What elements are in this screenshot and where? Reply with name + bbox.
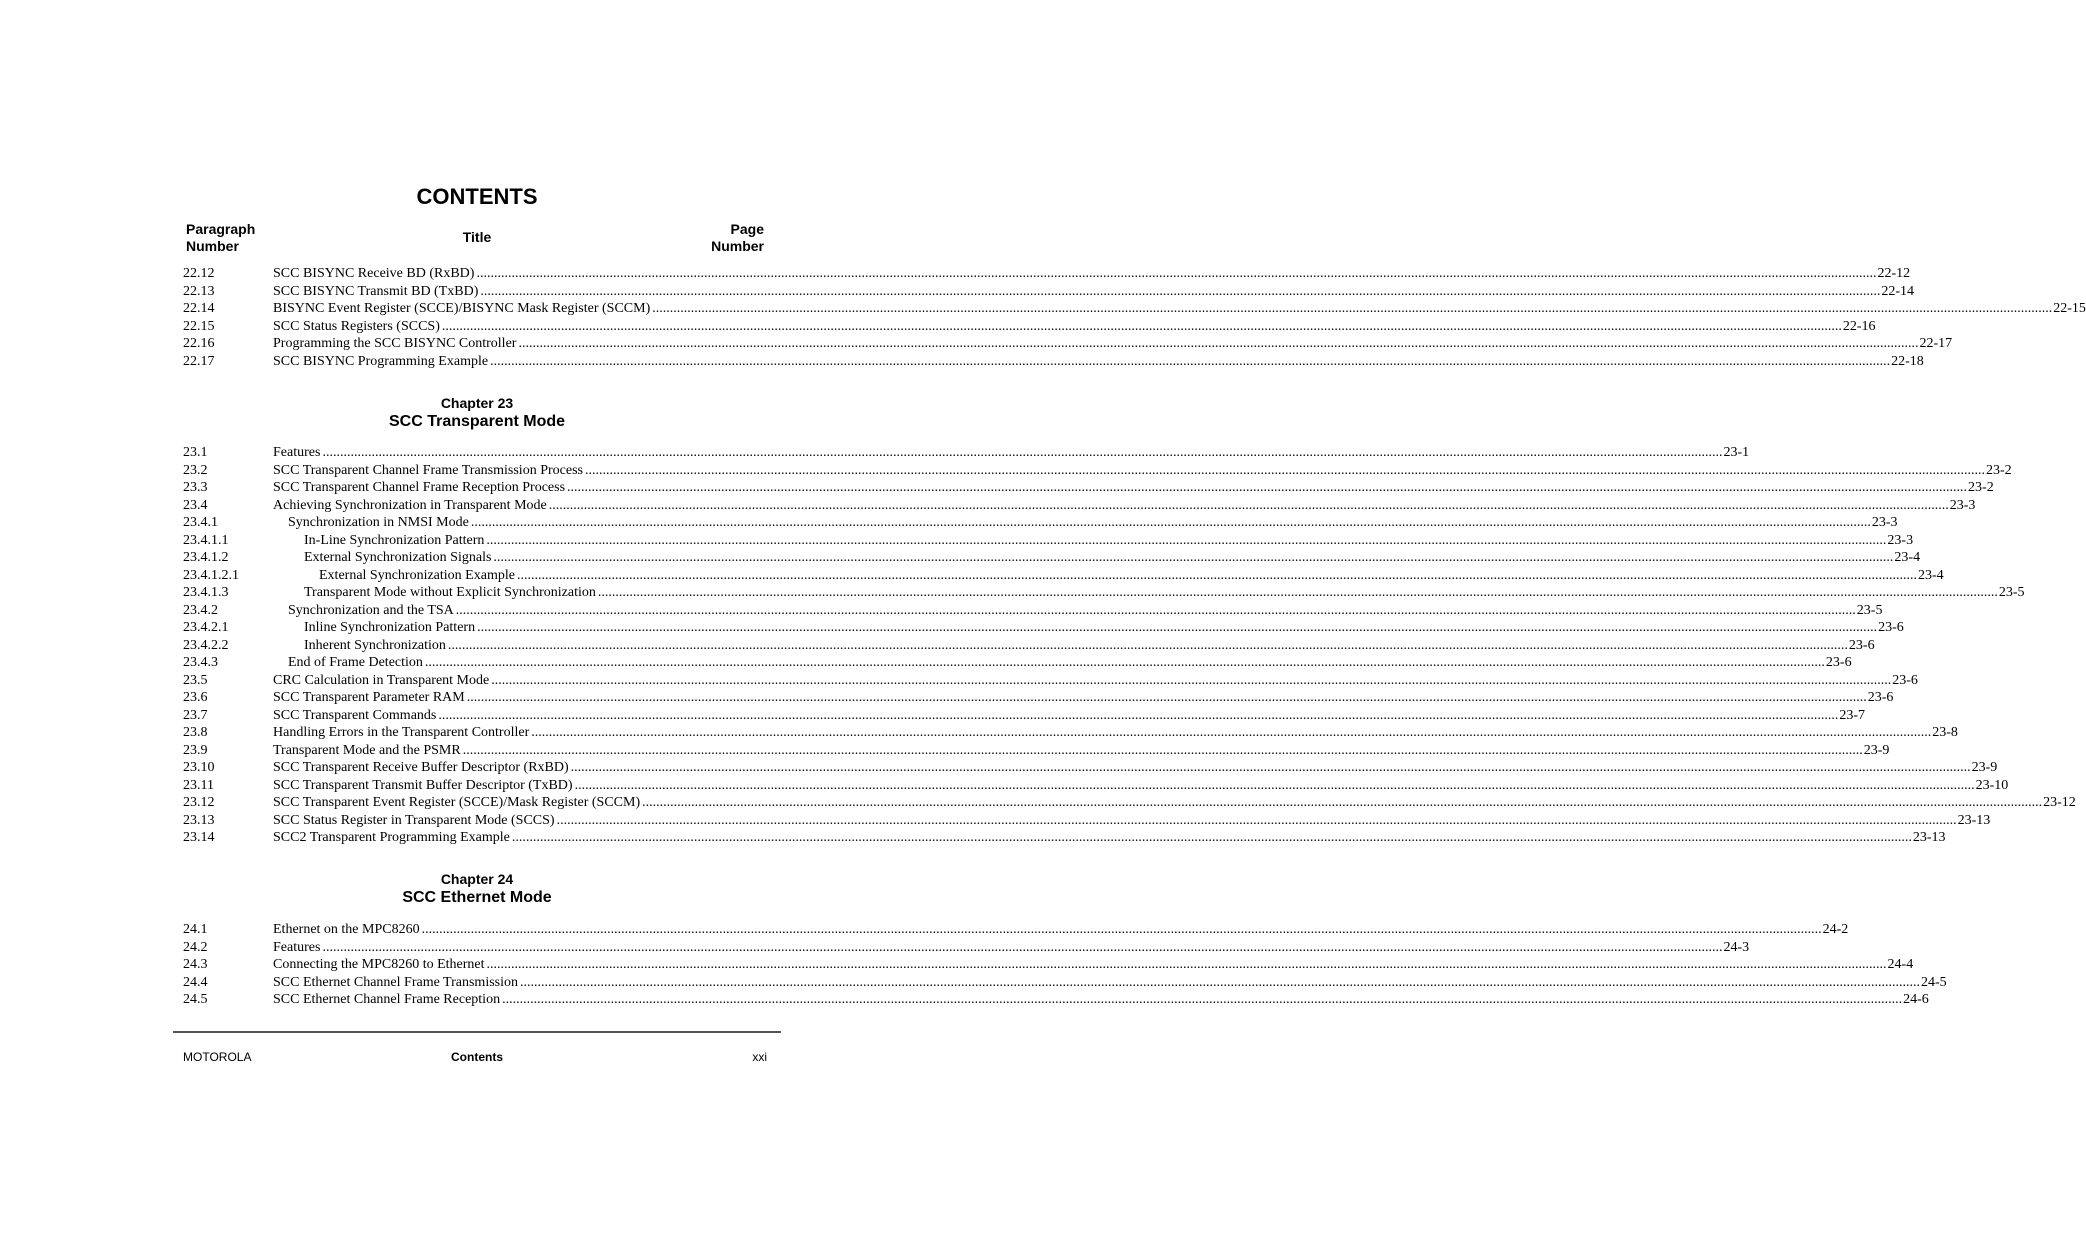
toc-entry-title: SCC Transparent Commands — [273, 707, 437, 723]
toc-entry-number: 22.14 — [183, 301, 215, 316]
toc-entry-title: SCC Status Registers (SCCS) — [273, 318, 440, 334]
toc-dot-leader: ................................................................................................................................................................................................................................................................................................................................................................................................................ — [516, 567, 1917, 583]
toc-entry-page: 23-6 — [1878, 620, 1904, 635]
toc-entry-number: 23.3 — [183, 480, 208, 495]
toc-entry-page: 22-16 — [1842, 318, 1876, 334]
toc-entry-number: 23.1 — [183, 445, 208, 460]
toc-entry-number: 23.6 — [183, 690, 208, 705]
toc-entry-title: Inherent Synchronization — [304, 637, 446, 653]
toc-dot-leader: ................................................................................................................................................................................................................................................................................................................................................................................................................ — [421, 922, 1822, 937]
toc-entry-page: 23-6 — [1892, 672, 1918, 688]
toc-entry-page: 23-9 — [1863, 742, 1890, 758]
toc-entry-line — [273, 689, 1894, 707]
toc-dot-leader: ................................................................................................................................................................................................................................................................................................................................................................................................................ — [441, 318, 1842, 334]
toc-entry-title: Inline Synchronization Pattern — [304, 620, 476, 635]
column-header-paragraph-line2: Number — [186, 238, 239, 254]
toc-entry-page: 23-6 — [1848, 637, 1875, 653]
toc-entry-line — [273, 300, 2086, 318]
toc-entry-page: 22-18 — [1891, 353, 1924, 369]
toc-entry[interactable] — [183, 318, 1876, 336]
toc-entry-line — [273, 777, 2009, 795]
toc-entry-number: 23.4.2 — [183, 602, 218, 618]
toc-dot-leader: ................................................................................................................................................................................................................................................................................................................................................................................................................ — [642, 795, 2043, 810]
toc-entry-page: 23-3 — [1871, 515, 1898, 530]
toc-entry-title: Transparent Mode without Explicit Synchronization — [304, 585, 596, 600]
toc-entry-page: 23-10 — [1975, 777, 2009, 793]
toc-entry-line — [273, 724, 1958, 742]
toc-dot-leader: ................................................................................................................................................................................................................................................................................................................................................................................................................ — [424, 655, 1825, 670]
toc-dot-leader: ................................................................................................................................................................................................................................................................................................................................................................................................................ — [486, 957, 1887, 972]
toc-entry[interactable] — [183, 514, 1898, 532]
page-title: CONTENTS — [416, 184, 538, 209]
footer-section-name: Contents — [451, 1050, 503, 1064]
toc-dot-leader: ................................................................................................................................................................................................................................................................................................................................................................................................................ — [476, 266, 1877, 281]
chapter-label: Chapter 24 — [440, 871, 514, 887]
toc-entry-page: 23-8 — [1932, 725, 1958, 740]
toc-dot-leader: ................................................................................................................................................................................................................................................................................................................................................................................................................ — [490, 353, 1891, 369]
toc-entry-line — [273, 921, 1849, 939]
toc-entry-number: 23.2 — [183, 462, 208, 478]
footer-company: MOTOROLA — [183, 1050, 252, 1064]
toc-entry-page: 23-4 — [1917, 567, 1944, 583]
toc-entry-page: 23-2 — [1968, 480, 1994, 495]
toc-entry-line — [273, 318, 1876, 336]
column-header-title: Title — [462, 229, 492, 245]
toc-entry-page: 22-12 — [1877, 266, 1911, 281]
toc-entry[interactable] — [183, 724, 1958, 742]
toc-entry-number: 23.8 — [183, 725, 208, 740]
toc-entry-page: 24-2 — [1822, 922, 1849, 937]
toc-entry-page: 24-4 — [1887, 957, 1914, 972]
toc-entry-title: SCC Ethernet Channel Frame Reception — [273, 992, 501, 1007]
toc-entry-number: 23.9 — [183, 742, 208, 758]
toc-entry[interactable] — [183, 462, 2012, 480]
toc-entry-number: 24.3 — [183, 957, 208, 972]
footer-page-number: xxi — [752, 1050, 767, 1064]
toc-entry-title: SCC Status Register in Transparent Mode (SCCS) — [273, 812, 555, 828]
toc-entry-line — [273, 956, 1914, 974]
toc-entry-number: 23.4.2.1 — [183, 620, 229, 635]
toc-entry-page: 22-14 — [1881, 283, 1915, 299]
toc-dot-leader: ................................................................................................................................................................................................................................................................................................................................................................................................................ — [518, 336, 1919, 351]
toc-entry-page: 23-7 — [1839, 707, 1866, 723]
toc-dot-leader: ................................................................................................................................................................................................................................................................................................................................................................................................................ — [548, 497, 1949, 513]
toc-dot-leader: ................................................................................................................................................................................................................................................................................................................................................................................................................ — [477, 620, 1878, 635]
toc-entry-title: SCC Transparent Channel Frame Transmission Process — [273, 462, 583, 478]
chapter-23-heading — [0, 394, 954, 432]
toc-entry-title: External Synchronization Example — [319, 567, 515, 583]
toc-entry-page: 23-4 — [1894, 550, 1921, 565]
toc-section-chapter-23 — [183, 444, 2076, 847]
toc-entry[interactable] — [183, 777, 2009, 795]
toc-dot-leader: ................................................................................................................................................................................................................................................................................................................................................................................................................ — [597, 585, 1998, 600]
toc-entry[interactable] — [183, 283, 1915, 301]
toc-entry[interactable] — [183, 353, 1924, 371]
toc-dot-leader: ................................................................................................................................................................................................................................................................................................................................................................................................................ — [322, 939, 1723, 955]
toc-entry-page: 23-12 — [2043, 795, 2076, 810]
toc-entry-line — [304, 637, 1875, 655]
toc-dot-leader: ................................................................................................................................................................................................................................................................................................................................................................................................................ — [470, 515, 1871, 530]
toc-entry-line — [288, 514, 1898, 532]
toc-entry-number: 23.4.1 — [183, 515, 218, 530]
toc-entry-page: 23-6 — [1867, 690, 1894, 705]
toc-entry-title: SCC Transparent Transmit Buffer Descriptor (TxBD) — [273, 777, 573, 793]
toc-entry[interactable] — [183, 479, 1994, 497]
toc-entry-page: 23-13 — [1912, 830, 1946, 845]
toc-entry-line — [273, 707, 1866, 725]
toc-entry[interactable] — [183, 444, 1750, 462]
toc-entry-line — [273, 265, 1911, 283]
toc-entry[interactable] — [183, 497, 1976, 515]
chapter-label: Chapter 23 — [440, 395, 514, 411]
toc-entry-line — [288, 654, 1852, 672]
toc-entry-title: SCC Ethernet Channel Frame Transmission — [273, 974, 518, 990]
toc-dot-leader: ................................................................................................................................................................................................................................................................................................................................................................................................................ — [511, 830, 1912, 845]
toc-entry-number: 23.12 — [183, 795, 215, 810]
toc-entry-title: Handling Errors in the Transparent Controller — [273, 725, 530, 740]
toc-entry-page: 23-3 — [1949, 497, 1976, 513]
toc-entry-number: 24.5 — [183, 992, 208, 1007]
toc-entry-page: 23-1 — [1723, 445, 1750, 460]
toc-entry-title: In-Line Synchronization Pattern — [304, 532, 485, 548]
toc-entry-title: SCC BISYNC Programming Example — [273, 353, 489, 369]
toc-entry[interactable] — [183, 265, 1911, 283]
toc-entry-number: 23.4.2.2 — [183, 637, 229, 653]
toc-entry-number: 22.12 — [183, 266, 215, 281]
toc-entry-title: SCC Transparent Channel Frame Reception Process — [273, 480, 566, 495]
toc-entry-line — [273, 939, 1750, 957]
toc-entry[interactable] — [183, 335, 1953, 353]
toc-entry-number: 22.15 — [183, 318, 215, 334]
toc-entry-number: 23.4.1.3 — [183, 585, 229, 600]
toc-entry-line — [304, 584, 2025, 602]
toc-entry[interactable] — [183, 921, 1849, 939]
chapter-24-heading — [0, 870, 954, 908]
toc-entry[interactable] — [183, 812, 1991, 830]
toc-entry-title: CRC Calculation in Transparent Mode — [273, 672, 490, 688]
toc-entry-line — [273, 829, 1946, 847]
toc-entry-line — [273, 497, 1976, 515]
toc-entry-title: Connecting the MPC8260 to Ethernet — [273, 957, 485, 972]
toc-entry[interactable] — [183, 991, 1929, 1009]
toc-entry-line — [273, 462, 2012, 480]
toc-entry[interactable] — [183, 567, 1944, 585]
toc-entry-line — [273, 444, 1750, 462]
toc-entry-number: 23.4.3 — [183, 655, 218, 670]
chapter-title: SCC Transparent Mode — [388, 413, 566, 430]
toc-entry-page: 23-13 — [1957, 812, 1991, 828]
toc-dot-leader: ................................................................................................................................................................................................................................................................................................................................................................................................................ — [455, 602, 1856, 618]
toc-entry-title: Synchronization in NMSI Mode — [288, 515, 469, 530]
toc-entry-page: 22-15 — [2053, 301, 2086, 316]
toc-entry-number: 23.4.1.2.1 — [183, 567, 239, 583]
toc-entry[interactable] — [183, 794, 2076, 812]
toc-entry[interactable] — [183, 956, 1914, 974]
toc-entry-number: 23.5 — [183, 672, 208, 688]
toc-entry-number: 23.10 — [183, 760, 215, 775]
toc-entry-title: BISYNC Event Register (SCCE)/BISYNC Mask Register (SCCM) — [273, 301, 651, 316]
toc-dot-leader: ................................................................................................................................................................................................................................................................................................................................................................................................................ — [480, 283, 1881, 299]
toc-entry-page: 23-9 — [1971, 760, 1998, 775]
toc-entry-title: Synchronization and the TSA — [288, 602, 454, 618]
toc-entry[interactable] — [183, 619, 1904, 637]
toc-dot-leader: ................................................................................................................................................................................................................................................................................................................................................................................................................ — [574, 777, 1975, 793]
toc-entry-number: 23.4.1.1 — [183, 532, 229, 548]
toc-entry-title: SCC Transparent Receive Buffer Descriptor (RxBD) — [273, 760, 569, 775]
toc-entry[interactable] — [183, 637, 1875, 655]
toc-entry-page: 24-6 — [1903, 992, 1929, 1007]
toc-entry-line — [273, 742, 1890, 760]
toc-entry-title: SCC BISYNC Transmit BD (TxBD) — [273, 283, 479, 299]
toc-entry-title: Transparent Mode and the PSMR — [273, 742, 461, 758]
toc-entry-title: SCC Transparent Parameter RAM — [273, 690, 465, 705]
toc-entry-page: 22-17 — [1919, 336, 1953, 351]
toc-dot-leader: ................................................................................................................................................................................................................................................................................................................................................................................................................ — [570, 760, 1971, 775]
toc-section-chapter-24 — [183, 921, 1947, 1009]
toc-entry-title: Programming the SCC BISYNC Controller — [273, 336, 517, 351]
toc-entry-title: Features — [273, 939, 321, 955]
toc-dot-leader: ................................................................................................................................................................................................................................................................................................................................................................................................................ — [531, 725, 1932, 740]
toc-entry-line — [273, 672, 1918, 690]
toc-entry-number: 23.13 — [183, 812, 215, 828]
toc-entry-line — [288, 602, 1883, 620]
toc-entry-number: 24.2 — [183, 939, 208, 955]
toc-entry[interactable] — [183, 584, 2025, 602]
toc-entry-line — [273, 991, 1929, 1009]
toc-entry-title: SCC BISYNC Receive BD (RxBD) — [273, 266, 475, 281]
column-header-page-line1: Page — [730, 221, 764, 237]
toc-entry[interactable] — [183, 742, 1890, 760]
footer-divider — [173, 1031, 781, 1033]
toc-entry-page: 23-2 — [1985, 462, 2012, 478]
toc-entry-line — [304, 619, 1904, 637]
toc-entry-line — [273, 759, 1998, 777]
toc-entry-number: 23.7 — [183, 707, 208, 723]
column-header-page-number — [711, 221, 764, 255]
toc-entry[interactable] — [183, 672, 1918, 690]
toc-entry[interactable] — [183, 654, 1852, 672]
toc-entry[interactable] — [183, 602, 1883, 620]
toc-entry-line — [273, 974, 1947, 992]
toc-entry[interactable] — [183, 689, 1894, 707]
toc-dot-leader: ................................................................................................................................................................................................................................................................................................................................................................................................................ — [491, 672, 1892, 688]
toc-dot-leader: ................................................................................................................................................................................................................................................................................................................................................................................................................ — [567, 480, 1968, 495]
toc-dot-leader: ................................................................................................................................................................................................................................................................................................................................................................................................................ — [447, 637, 1848, 653]
toc-entry-title: External Synchronization Signals — [304, 550, 492, 565]
toc-entry-line — [304, 532, 1914, 550]
toc-entry-line — [273, 353, 1924, 371]
toc-entry-line — [273, 479, 1994, 497]
toc-entry-title: SCC2 Transparent Programming Example — [273, 830, 510, 845]
toc-section-chapter-22 — [183, 265, 2086, 370]
toc-dot-leader: ................................................................................................................................................................................................................................................................................................................................................................................................................ — [520, 974, 1920, 990]
toc-entry[interactable] — [183, 707, 1866, 725]
toc-entry-number: 22.13 — [183, 283, 215, 299]
toc-entry-page: 24-3 — [1723, 939, 1750, 955]
toc-dot-leader: ................................................................................................................................................................................................................................................................................................................................................................................................................ — [438, 707, 1839, 723]
toc-dot-leader: ................................................................................................................................................................................................................................................................................................................................................................................................................ — [556, 812, 1957, 828]
toc-entry-line — [273, 283, 1915, 301]
toc-entry[interactable] — [183, 532, 1914, 550]
toc-entry-line — [304, 549, 1921, 567]
toc-entry-line — [273, 335, 1953, 353]
toc-entry-title: End of Frame Detection — [288, 655, 423, 670]
toc-entry-number: 23.4.1.2 — [183, 550, 229, 565]
toc-dot-leader: ................................................................................................................................................................................................................................................................................................................................................................................................................ — [462, 742, 1863, 758]
toc-entry-number: 23.11 — [183, 777, 214, 793]
toc-entry-title: SCC Transparent Event Register (SCCE)/Mask Register (SCCM) — [273, 795, 641, 810]
toc-entry[interactable] — [183, 300, 2086, 318]
toc-entry-page: 23-6 — [1825, 655, 1852, 670]
toc-entry-number: 22.16 — [183, 336, 215, 351]
toc-entry-page: 23-5 — [1998, 585, 2025, 600]
toc-entry-line — [273, 812, 1991, 830]
chapter-title: SCC Ethernet Mode — [402, 889, 552, 906]
toc-entry-title: Ethernet on the MPC8260 — [273, 922, 420, 937]
column-header-paragraph-line1: Paragraph — [186, 221, 256, 237]
toc-dot-leader: ................................................................................................................................................................................................................................................................................................................................................................................................................ — [322, 445, 1723, 460]
toc-entry[interactable] — [183, 939, 1750, 957]
toc-dot-leader: ................................................................................................................................................................................................................................................................................................................................................................................................................ — [584, 462, 1985, 478]
toc-entry-page: 24-5 — [1921, 974, 1947, 990]
toc-entry-line — [273, 794, 2076, 812]
toc-entry-number: 22.17 — [183, 353, 215, 369]
toc-dot-leader: ................................................................................................................................................................................................................................................................................................................................................................................................................ — [466, 690, 1867, 705]
toc-entry-number: 24.1 — [183, 922, 208, 937]
toc-entry[interactable] — [183, 549, 1921, 567]
toc-entry-page: 23-5 — [1856, 602, 1883, 618]
column-header-page-line2: Number — [711, 238, 764, 254]
toc-entry[interactable] — [183, 829, 1946, 847]
toc-dot-leader: ................................................................................................................................................................................................................................................................................................................................................................................................................ — [652, 301, 2053, 316]
toc-entry-line — [319, 567, 1944, 585]
toc-dot-leader: ................................................................................................................................................................................................................................................................................................................................................................................................................ — [486, 532, 1887, 548]
toc-dot-leader: ................................................................................................................................................................................................................................................................................................................................................................................................................ — [502, 992, 1903, 1007]
toc-entry-title: Achieving Synchronization in Transparent Mode — [273, 497, 547, 513]
toc-dot-leader: ................................................................................................................................................................................................................................................................................................................................................................................................................ — [493, 550, 1894, 565]
toc-entry-number: 23.14 — [183, 830, 215, 845]
toc-entry-number: 24.4 — [183, 974, 208, 990]
toc-entry-number: 23.4 — [183, 497, 208, 513]
toc-entry[interactable] — [183, 974, 1947, 992]
toc-entry[interactable] — [183, 759, 1998, 777]
toc-entry-page: 23-3 — [1887, 532, 1914, 548]
toc-entry-title: Features — [273, 445, 321, 460]
